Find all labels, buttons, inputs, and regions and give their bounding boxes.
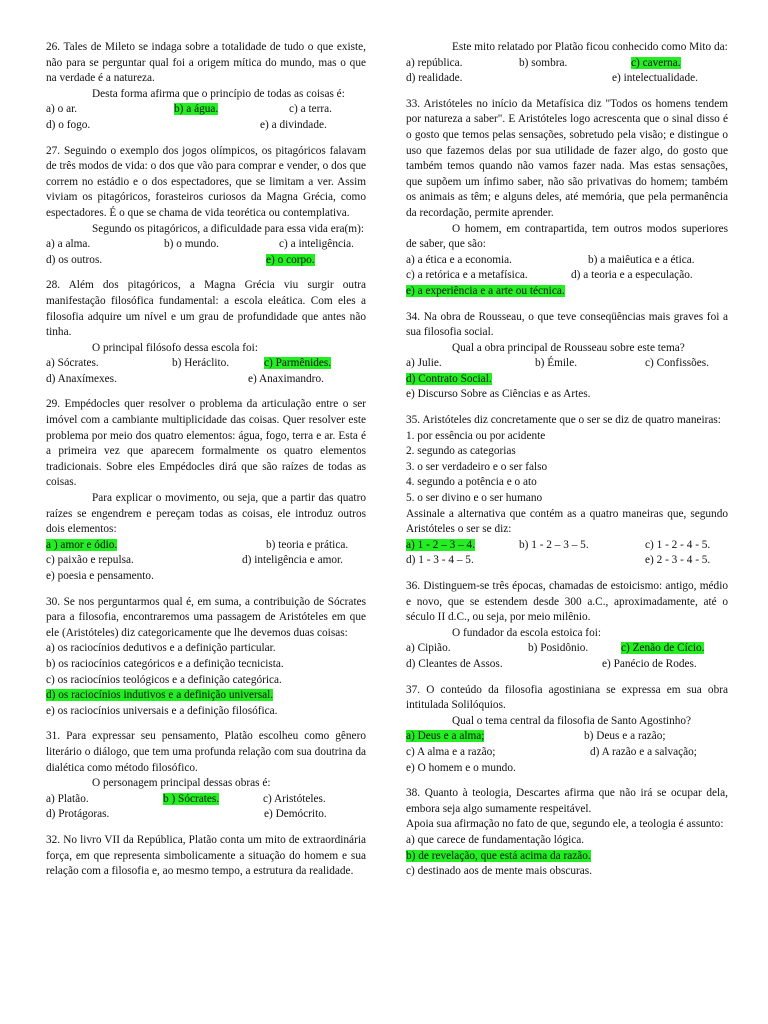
options-row [406,356,728,372]
question-stem: 33. Aristóteles no início da Metafísica diz "Todos os homens tendem por natureza a saber". E Aristóteles logo acrescenta que o sinal disso é o gosto que temos pelas sensações, sobretudo pela visão; e distingue o uso que fazemos delas por sua utilidade de fazer algo, do gosto que também temos quando não vamos fazer nada. Mas estas sensações, que supõem um ínfimo saber, não são privativas do homem; também os animais as têm; e alguns deles, até memória, que pela permanência da recordação, permite aprender. [406,97,728,219]
options-row [46,807,366,823]
option-d[interactable]: d) Protágoras. [46,808,110,821]
option-a-correct[interactable]: a) 1 - 2 – 3 – 4. [406,538,476,551]
option-b-correct[interactable]: b) a água. [174,103,219,116]
question-stem: 29. Empédocles quer resolver o problema da articulação entre o ser imóvel com a cambiante multiplicidade das coisas. Quer resolver este problema por meio dos quatro elementos: água, fogo, terra e ar. Esta é a primeira vez que aparecem formalmente os quatro elementos tradicionais. Sobre eles Empédocles dirá que são raízes de todas as coisas. [46,398,366,489]
option-c[interactable]: c) paixão e repulsa. [46,554,134,567]
option-c[interactable]: c) Confissões. [645,357,710,370]
option-c[interactable]: c) os raciocínios teológicos e a definição categórica. [46,673,282,686]
options-row [46,538,366,554]
options-row [406,553,728,569]
options-row [406,56,728,72]
options-row [406,729,728,745]
options-row [46,253,366,269]
option-b-correct[interactable]: b) de revelação, que está acima da razão. [406,849,591,862]
list-item: 1. por essência ou por acidente [406,429,546,442]
option-e[interactable]: e) a divindade. [260,118,327,131]
option-b[interactable]: b) a maiêutica e a ética. [588,253,695,266]
question-prompt: Apoia sua afirmação no fato de que, segundo ele, a teologia é assunto: [406,818,724,831]
option-c[interactable]: c) A alma e a razão; [406,745,496,758]
question-34 [406,310,728,404]
option-c[interactable]: c) a retórica e a metafísica. [406,269,528,282]
option-e[interactable]: e) poesia e pensamento. [46,570,154,582]
question-28 [46,278,366,387]
question-stem: 37. O conteúdo da filosofia agostiniana se expressa em sua obra intitulada Solilóquios. [406,683,728,712]
option-a-correct[interactable]: a) Deus e a alma; [406,730,485,743]
options-row [406,538,728,554]
option-a[interactable]: a) o ar. [46,103,78,116]
option-a[interactable]: a) os raciocínios dedutivos e a definição particular. [46,642,276,655]
option-c-correct[interactable]: c) Zenão de Cício. [621,642,705,655]
option-a[interactable]: a) Sócrates. [46,357,99,370]
option-b[interactable]: b) o mundo. [164,238,219,251]
option-e[interactable]: e) 2 - 3 - 4 - 5. [645,554,711,567]
option-d[interactable]: d) a teoria e a especulação. [571,269,693,282]
option-d[interactable]: d) Cleantes de Assos. [406,657,503,670]
option-c[interactable]: c) a terra. [289,103,332,116]
question-stem: 27. Seguindo o exemplo dos jogos olímpicos, os pitagóricos falavam de três modos de vida: o dos que vão para comprar e vender, o dos que correm no estádio e o dos espectadores, que se limitam a ver. Assim viviam os pitagóricos, forasteiros curiosos da Magna Grécia, como espectadores. É o que se chama de vida teorética ou contemplativa. [46,144,366,219]
options-row [46,237,366,253]
option-e[interactable]: e) O homem e o mundo. [406,761,516,774]
option-e[interactable]: e) Demócrito. [264,808,327,821]
option-e[interactable]: e) Discurso Sobre as Ciências e as Artes. [406,388,591,401]
options-row [406,268,728,284]
question-stem: 31. Para expressar seu pensamento, Platão escolheu como gênero literário o diálogo, que tem uma profunda relação com sua doutrina da dialética como método filosófico. [46,730,366,774]
question-stem: 38. Quanto à teologia, Descartes afirma que não irá se ocupar dela, embora seja algo sumamente respeitável. [406,787,728,815]
option-c[interactable]: c) 1 - 2 - 4 - 5. [645,538,711,551]
option-b[interactable]: b) Posidônio. [528,642,589,655]
option-d[interactable]: d) os outros. [46,253,103,266]
question-stem: 26. Tales de Mileto se indaga sobre a totalidade de tudo o que existe, não para se perguntar qual foi a origem mítica do mundo, mas o que na verdade é a natureza. [46,41,366,85]
option-d[interactable]: d) Anaxímexes. [46,372,117,385]
options-row [406,71,728,87]
option-b[interactable]: b) os raciocínios categóricos e a definição tecnicista. [46,657,284,670]
question-stem: 32. No livro VII da República, Platão conta um mito de extraordinária força, em que representa simbolicamente a situação do homem e sua relação com a filosofia e, ao mesmo tempo, a estrutura da realidade. [46,833,366,878]
question-33 [406,97,728,300]
question-29 [46,397,366,584]
option-b[interactable]: b) sombra. [519,56,568,69]
option-c-correct[interactable]: c) caverna. [631,56,681,69]
option-e[interactable]: e) Anaximandro. [248,372,324,385]
option-d-correct[interactable]: d) os raciocínios indutivos e a definição universal. [46,689,274,702]
option-a[interactable]: a) a alma. [46,238,91,251]
question-prompt: O principal filósofo dessa escola foi: [92,341,258,354]
option-a[interactable]: a) Cipião. [406,642,451,655]
question-prompt: Qual a obra principal de Rousseau sobre este tema? [452,341,685,354]
option-a[interactable]: a) que carece de fundamentação lógica. [406,833,585,846]
options-row [46,356,366,372]
option-a[interactable]: a) a ética e a economia. [406,253,512,266]
option-a[interactable]: a) Platão. [46,792,89,805]
question-stem: 36. Distinguem-se três épocas, chamadas de estoicismo: antigo, médio e novo, que se estendem desde 300 a.C., aproximadamente, até o século II d.C., ou seja, por meio milênio. [406,580,728,624]
question-prompt: Qual o tema central da filosofia de Santo Agostinho? [452,714,692,727]
options-row [46,102,366,118]
question-26 [46,40,366,134]
option-a-correct[interactable]: a ) amor e ódio. [46,538,118,551]
list-item: 2. segundo as categorias [406,445,516,458]
option-d[interactable]: d) realidade. [406,72,463,85]
question-35 [406,413,728,569]
option-b[interactable]: b) 1 - 2 – 3 – 5. [519,538,589,551]
left-column [46,40,366,890]
option-b[interactable]: b) Deus e a razão; [584,730,666,743]
question-36 [406,579,728,673]
right-column [406,40,728,890]
options-row [406,641,728,657]
option-b-correct[interactable]: b ) Sócrates. [163,792,220,805]
question-31 [46,729,366,823]
question-prompt: O personagem principal dessas obras é: [92,777,271,790]
option-e[interactable]: e) os raciocínios universais e a definição filosófica. [46,704,278,717]
question-stem: 30. Se nos perguntarmos qual é, em suma, a contribuição de Sócrates para a filosofia, encontraremos uma passagem de Aristóteles em que ele (Aristóteles) diz categoricamente que lhe devemos duas coisas: [46,595,366,639]
question-30 [46,595,366,720]
options-row [46,553,366,569]
question-37 [406,683,728,777]
question-38 [406,786,728,880]
option-b[interactable]: b) Émile. [535,357,578,370]
option-d[interactable]: d) A razão e a salvação; [590,745,697,758]
question-prompt: Para explicar o movimento, ou seja, que a partir das quatro raízes se engendrem e pereçam todas as coisas, ele introduz outros dois elementos: [46,492,366,536]
question-prompt: Este mito relatado por Platão ficou conhecido como Mito da: [452,41,728,53]
option-c[interactable]: c) a inteligência. [279,238,354,251]
question-prompt: Desta forma afirma que o princípio de todas as coisas é: [92,87,345,100]
option-d[interactable]: d) inteligência e amor. [242,554,344,567]
options-row [406,253,728,269]
question-stem: 34. Na obra de Rousseau, o que teve conseqüências mais graves foi a sua filosofia social. [406,310,728,339]
option-b[interactable]: b) teoria e prática. [266,538,349,551]
question-prompt: O homem, em contrapartida, tem outros modos superiores de saber, que são: [406,222,728,251]
option-d[interactable]: d) 1 - 3 - 4 – 5. [406,554,474,567]
option-c[interactable]: c) Aristóteles. [263,792,326,805]
question-32-start [46,833,366,880]
option-e-correct[interactable]: e) a experiência e a arte ou técnica. [406,284,565,297]
question-prompt: Assinale a alternativa que contém as a quatro maneiras que, segundo Aristóteles o ser se diz: [406,507,728,536]
option-d[interactable]: d) o fogo. [46,118,91,131]
option-d-correct[interactable]: d) Contrato Social. [406,372,492,385]
list-item: 3. o ser verdadeiro e o ser falso [406,460,548,473]
option-e[interactable]: e) intelectualidade. [612,72,698,85]
question-prompt: Segundo os pitagóricos, a dificuldade para essa vida era(m): [92,222,364,235]
question-32-end [406,40,728,87]
question-27 [46,144,366,269]
option-e[interactable]: e) Panécio de Rodes. [602,657,697,670]
option-a[interactable]: a) república. [406,56,463,69]
option-b[interactable]: b) Heráclito. [172,357,230,370]
question-prompt: O fundador da escola estoica foi: [452,626,601,639]
question-stem: 35. Aristóteles diz concretamente que o ser se diz de quatro maneiras: [406,414,721,427]
options-row [46,372,366,388]
option-c[interactable]: c) destinado aos de mente mais obscuras. [406,865,593,878]
option-c-correct[interactable]: c) Parmênides. [264,357,332,370]
options-row [46,118,366,134]
options-row [46,792,366,808]
question-stem: 28. Além dos pitagóricos, a Magna Grécia viu surgir outra manifestação filosófica fundamental: a escola eleática. Com eles a filosofia adquire um nível e um grau de profundidade que antes não tinha. [46,279,366,339]
options-row [406,745,728,761]
list-item: 5. o ser divino e o ser humano [406,492,543,505]
options-row [406,657,728,673]
list-item: 4. segundo a potência e o ato [406,476,537,489]
option-a[interactable]: a) Julie. [406,357,442,370]
option-e-correct[interactable]: e) o corpo. [266,253,315,266]
